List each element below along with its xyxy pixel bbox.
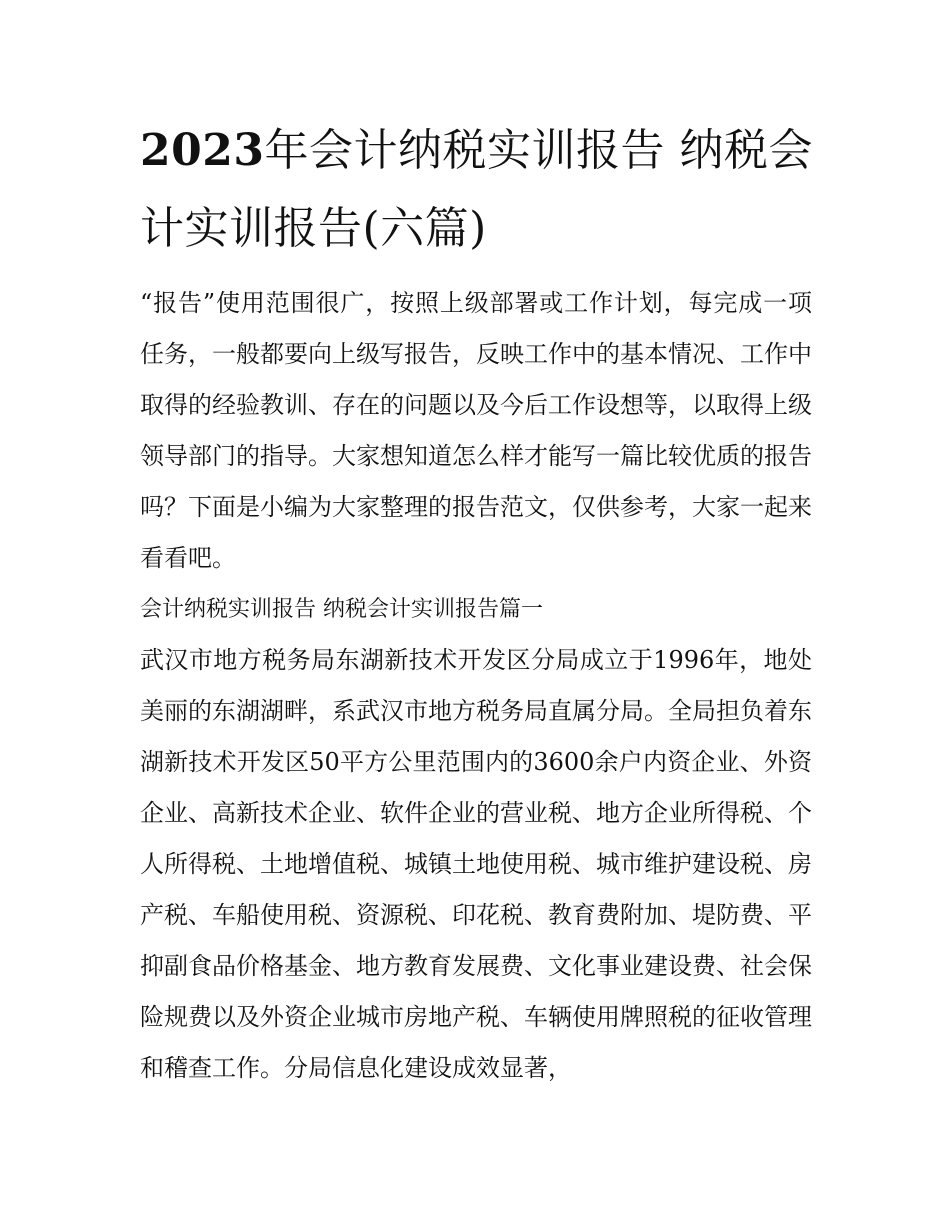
intro-paragraph: “报告”使用范围很广，按照上级部署或工作计划，每完成一项任务，一般都要向上级写报告，反映工作中的基本情况、工作中取得的经验教训、存在的问题以及今后工作设想等，以取得上级领导部门的指导。大家想知道怎么样才能写一篇比较优质的报告吗？下面是小编为大家整理的报告范文，仅供参考，大家一起来看看吧。 <box>140 289 812 572</box>
title-year: 2023 <box>140 125 265 176</box>
document-body <box>140 278 812 1094</box>
section-heading: 会计纳税实训报告 纳税会计实训报告篇一 <box>140 597 543 622</box>
document-title <box>140 112 820 268</box>
title-text: 年会计纳税实训报告 纳税会计实训报告(六篇) <box>140 125 813 254</box>
section-paragraph: 武汉市地方税务局东湖新技术开发区分局成立于1996年，地处美丽的东湖湖畔，系武汉市地方税务局直属分局。全局担负着东湖新技术开发区50平方公里范围内的3600余户内资企业、外资企业、高新技术企业、软件企业的营业税、地方企业所得税、个人所得税、土地增值税、城镇土地使用税、城市维护建设税、房产税、车船使用税、资源税、印花税、教育费附加、堤防费、平抑副食品价格基金、地方教育发展费、文化事业建设费、社会保险规费以及外资企业城市房地产税、车辆使用牌照税的征收管理和稽查工作。分局信息化建设成效显著， <box>140 646 812 1082</box>
